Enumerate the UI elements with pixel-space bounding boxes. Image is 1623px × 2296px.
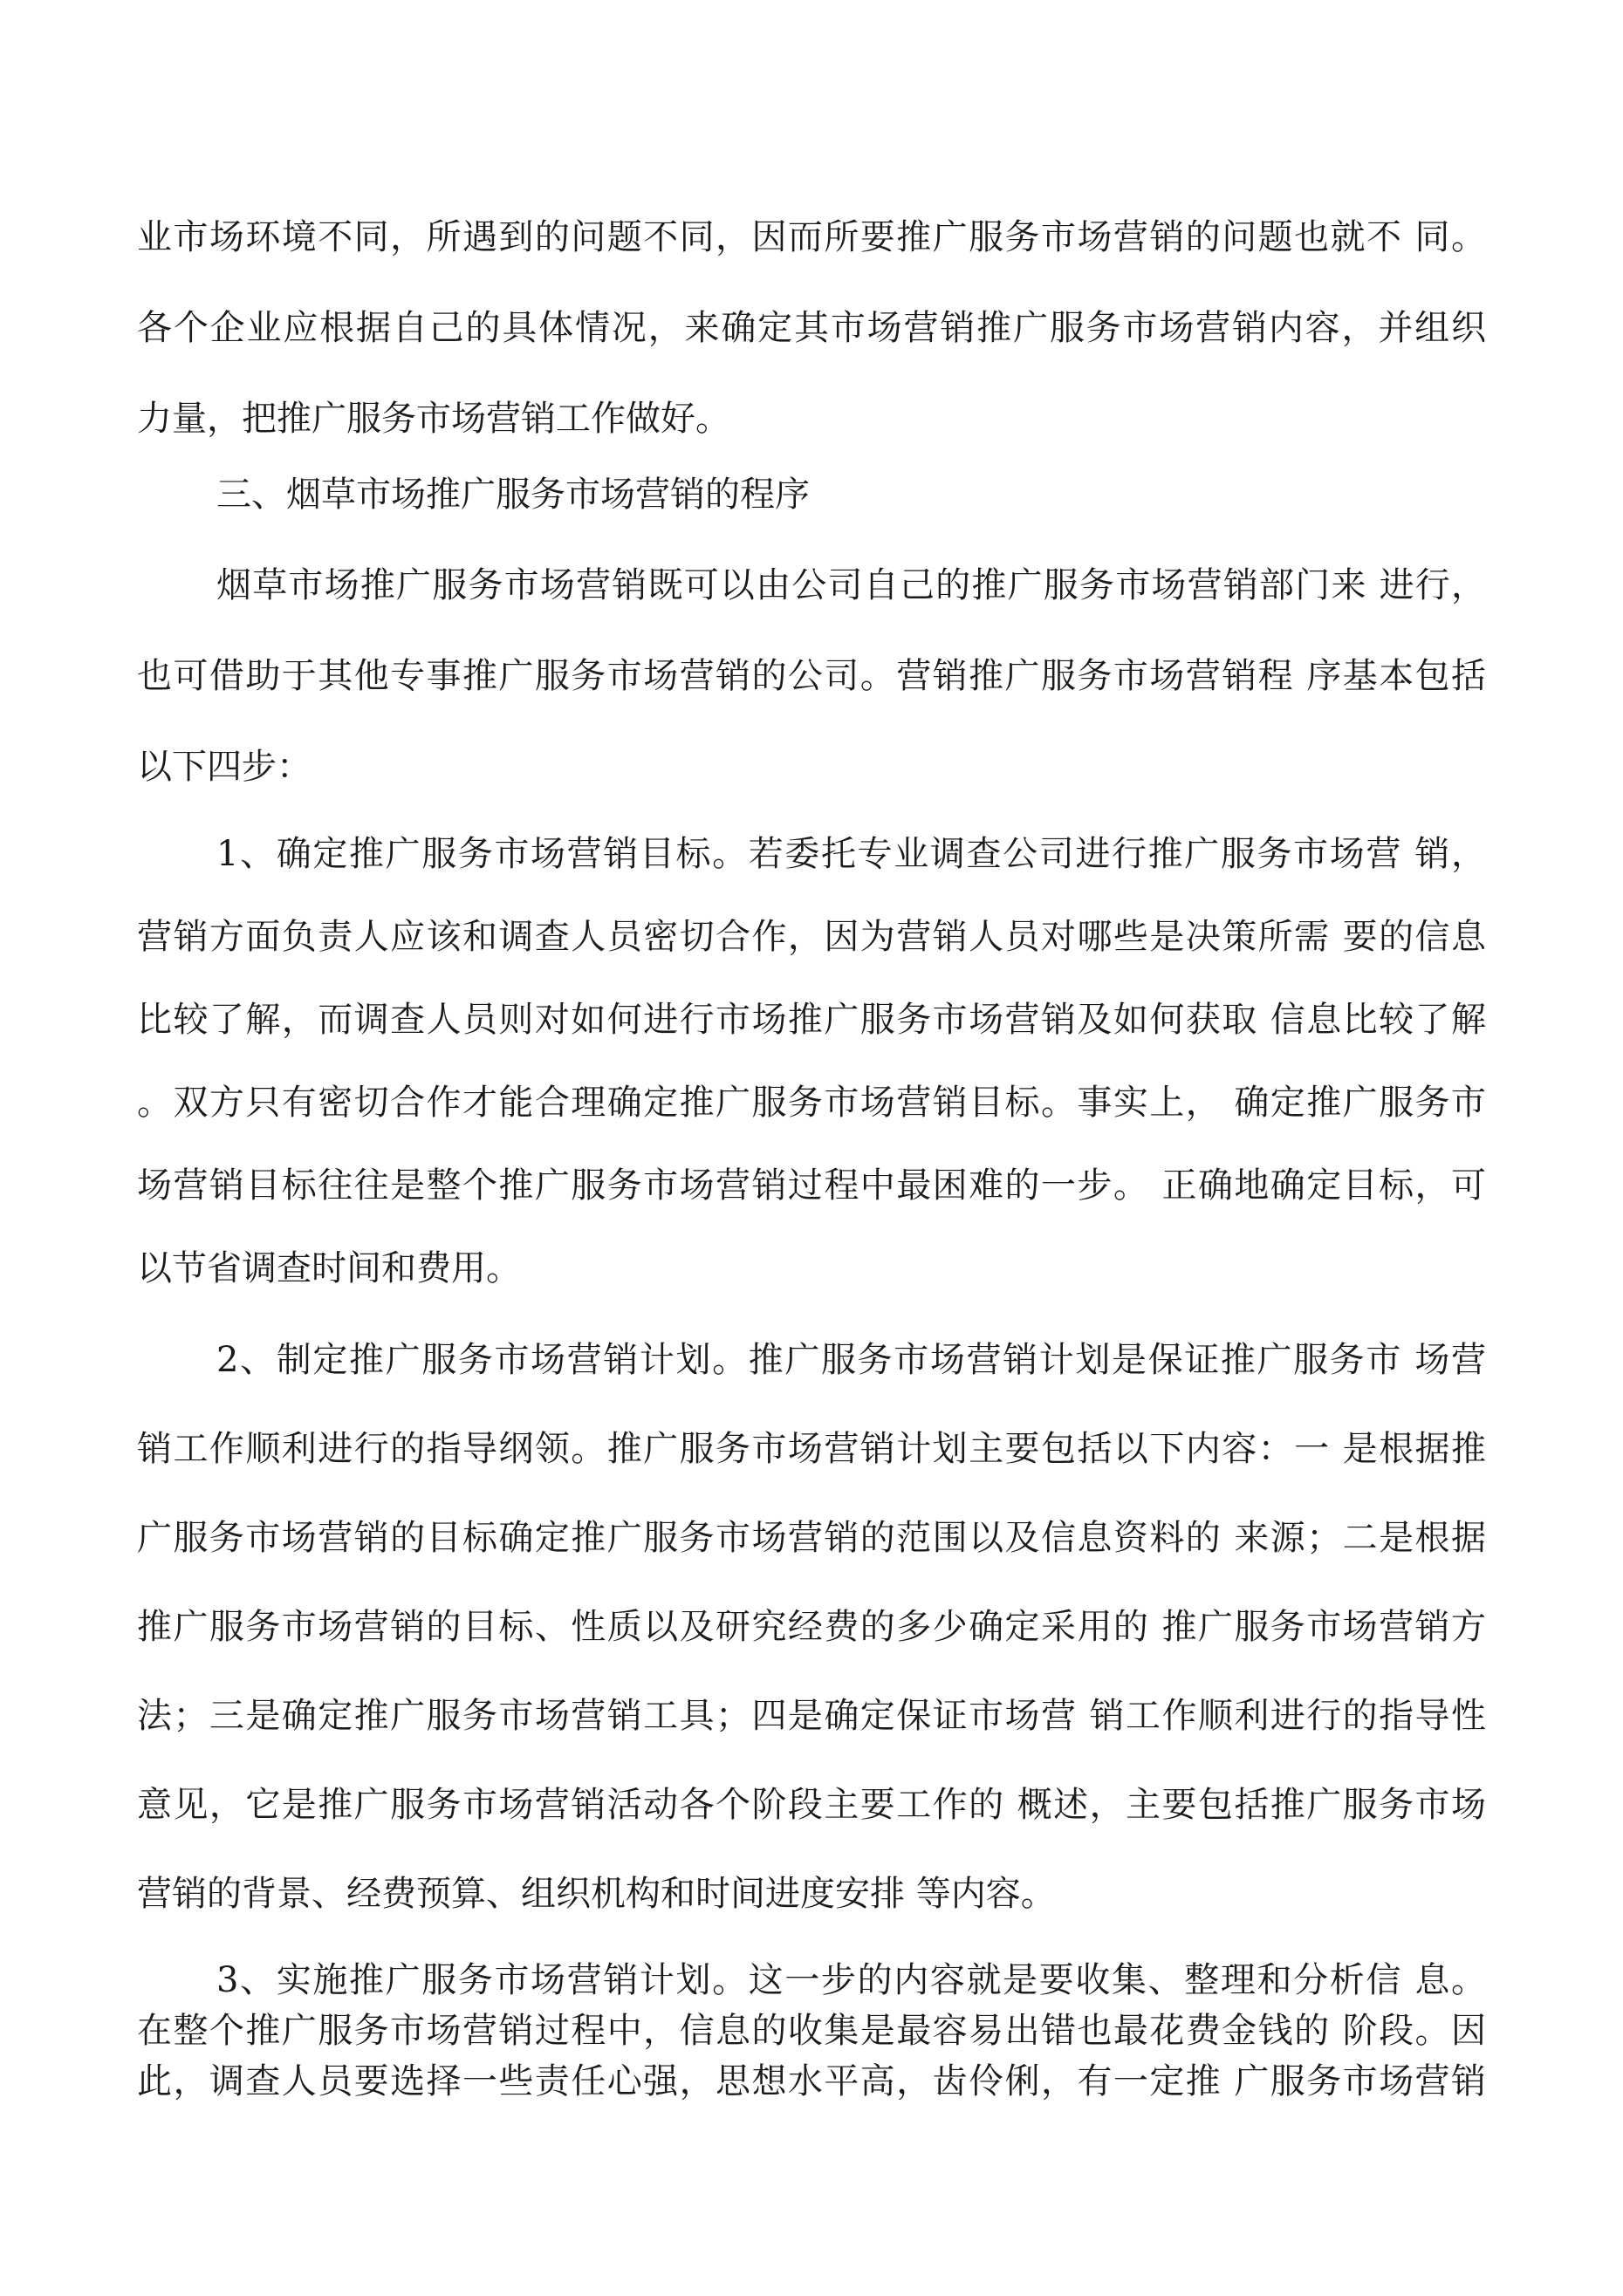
paragraph-line: 也可借助于其他专事推广服务市场营销的公司。营销推广服务市场营销程 序基本包括 [137, 656, 1486, 696]
step-line: 意见，它是推广服务市场营销活动各个阶段主要工作的 概述，主要包括推广服务市场 [137, 1785, 1486, 1825]
step-line: 推广服务市场营销的目标、性质以及研究经费的多少确定采用的 推广服务市场营销方 [137, 1607, 1486, 1647]
step-line: 比较了解，而调查人员则对如何进行市场推广服务市场营销及如何获取 信息比较了解 [137, 1000, 1486, 1040]
paragraph-line: 烟草市场推广服务市场营销既可以由公司自己的推广服务市场营销部门来 进行， [216, 565, 1486, 605]
paragraph-line: 各个企业应根据自己的具体情况，来确定其市场营销推广服务市场营销内容，并组织 [137, 308, 1486, 348]
step-line: 营销方面负责人应该和调查人员密切合作，因为营销人员对哪些是决策所需 要的信息 [137, 917, 1486, 957]
step-line: 场营销目标往往是整个推广服务市场营销过程中最困难的一步。 正确地确定目标，可 [137, 1165, 1486, 1206]
step-line: 3、实施推广服务市场营销计划。这一步的内容就是要收集、整理和分析信 息。 [216, 1960, 1486, 2000]
step-line: 广服务市场营销的目标确定推广服务市场营销的范围以及信息资料的 来源；二是根据 [137, 1518, 1486, 1558]
step-line: 以节省调查时间和费用。 [137, 1248, 521, 1288]
step-line: 2、制定推广服务市场营销计划。推广服务市场营销计划是保证推广服务市 场营 [216, 1340, 1486, 1380]
section-heading: 三、烟草市场推广服务市场营销的程序 [216, 475, 810, 515]
step-line: 法；三是确定推广服务市场营销工具；四是确定保证市场营 销工作顺利进行的指导性 [137, 1696, 1486, 1736]
paragraph-line: 力量，把推广服务市场营销工作做好。 [137, 399, 730, 439]
step-line: 此，调查人员要选择一些责任心强，思想水平高，齿伶俐，有一定推 广服务市场营销 [137, 2061, 1486, 2101]
step-line: 销工作顺利进行的指导纲领。推广服务市场营销计划主要包括以下内容：一 是根据推 [137, 1429, 1486, 1469]
paragraph-line: 业市场环境不同，所遇到的问题不同，因而所要推广服务市场营销的问题也就不 同。 [137, 217, 1486, 257]
step-line: 1、确定推广服务市场营销目标。若委托专业调查公司进行推广服务市场营 销， [216, 834, 1486, 874]
step-line: 营销的背景、经费预算、组织机构和时间进度安排 等内容。 [137, 1874, 1056, 1914]
paragraph-line: 以下四步： [137, 747, 312, 787]
step-line: 在整个推广服务市场营销过程中，信息的收集是最容易出错也最花费金钱的 阶段。因 [137, 2011, 1486, 2051]
step-line: 。双方只有密切合作才能合理确定推广服务市场营销目标。事实上， 确定推广服务市 [137, 1083, 1486, 1123]
